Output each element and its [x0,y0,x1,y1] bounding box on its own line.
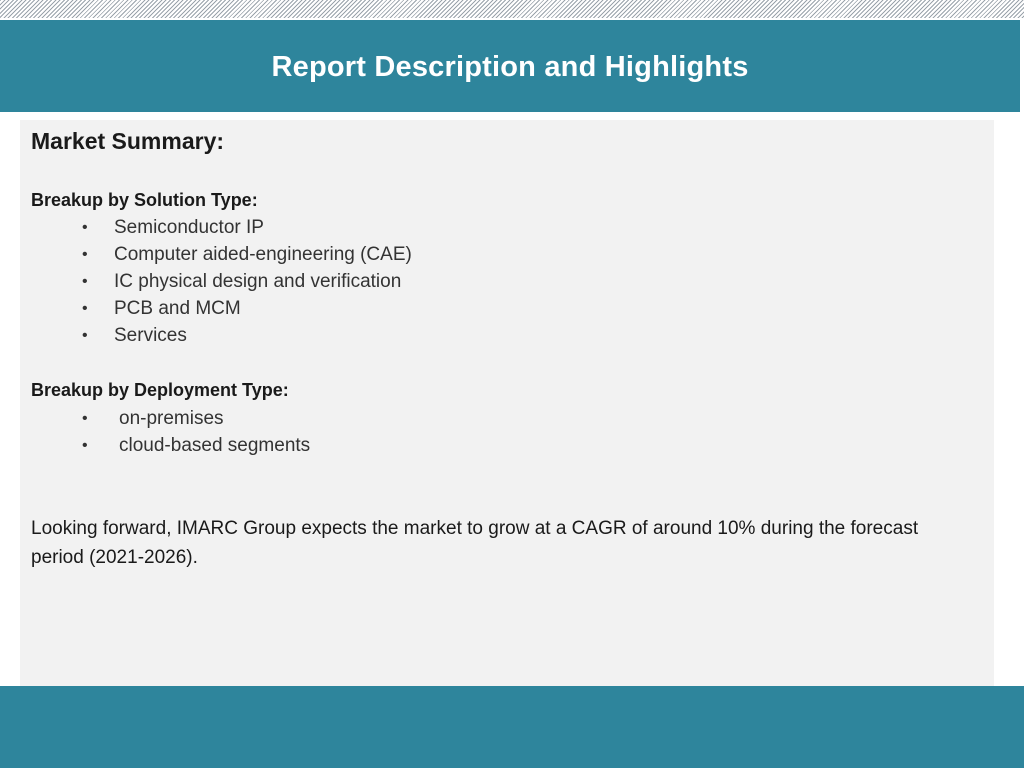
list-item-label: cloud-based segments [119,435,311,456]
list-item-label: on-premises [119,408,224,429]
content-panel [20,120,994,686]
bullet-icon: • [82,219,88,236]
list-item-label: IC physical design and verification [114,271,402,292]
list-item-label: PCB and MCM [114,298,241,319]
bullet-icon: • [82,300,88,317]
deployment-type-heading: Breakup by Deployment Type: [31,380,289,400]
forecast-paragraph: Looking forward, IMARC Group expects the market to grow at a CAGR of around 10% during the forecast period (2021-2026). [31,518,919,568]
bullet-icon: • [82,327,88,344]
bullet-icon: • [82,273,88,290]
market-summary-heading: Market Summary: [31,128,225,154]
list-item-label: Computer aided-engineering (CAE) [114,244,412,265]
footer-bar [0,686,1024,768]
bullet-icon: • [82,246,88,263]
bullet-icon: • [82,437,88,454]
list-item-label: Semiconductor IP [114,217,264,238]
bullet-icon: • [82,410,88,427]
title-bar [0,20,1020,112]
page-title: Report Description and Highlights [271,50,749,83]
list-item-label: Services [114,325,187,346]
decorative-hatch-strip [0,0,1024,18]
solution-type-heading: Breakup by Solution Type: [31,190,258,210]
